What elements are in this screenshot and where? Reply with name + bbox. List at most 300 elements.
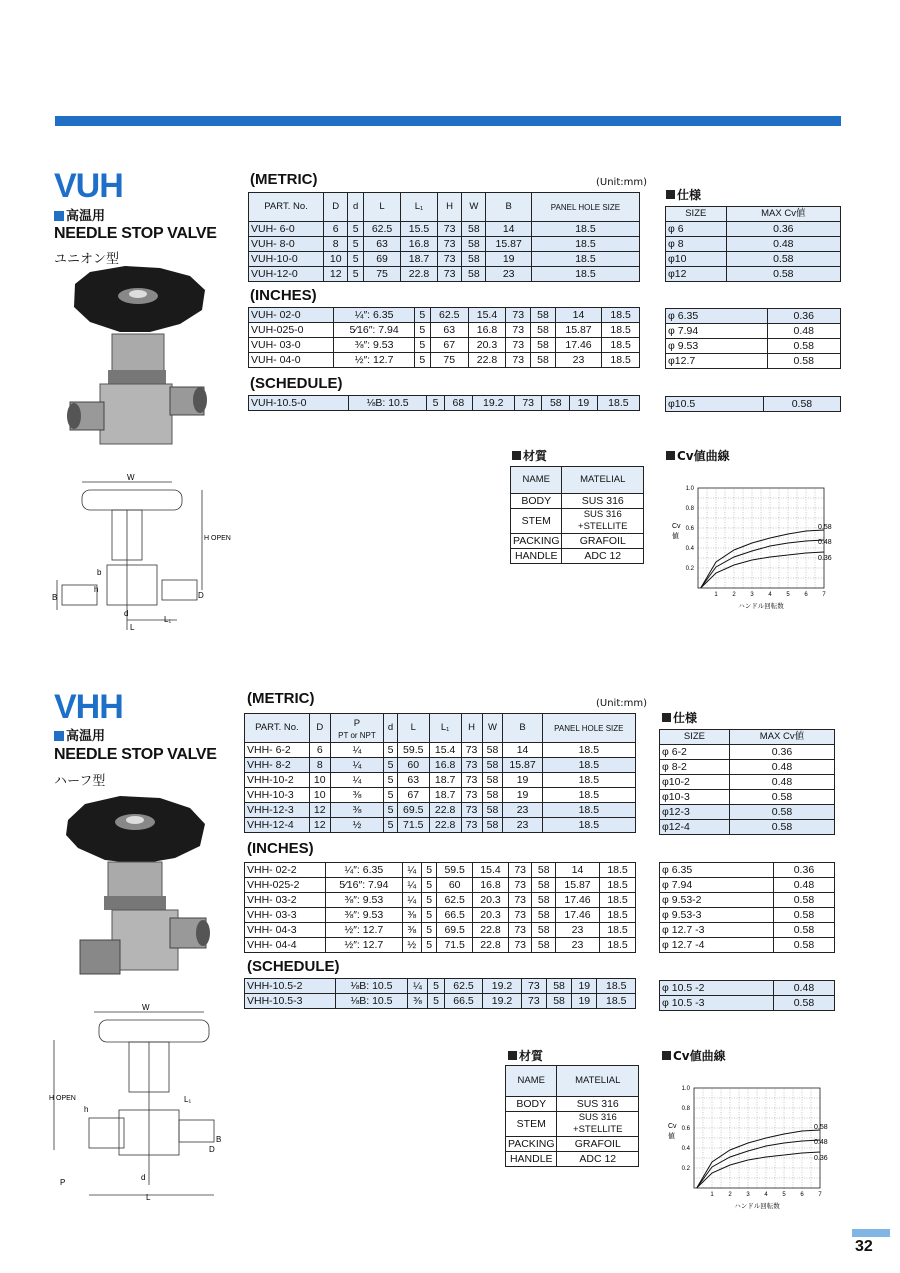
table-cell: VHH- 04-3 (245, 923, 326, 938)
table-cell: 73 (508, 938, 532, 953)
x-tick-label: 2 (728, 1192, 732, 1198)
x-tick-label: 7 (818, 1192, 822, 1198)
table-row (245, 773, 636, 788)
column-header (330, 714, 383, 743)
table-cell: 69.5 (437, 923, 473, 938)
x-tick-label: 1 (714, 592, 718, 598)
table-cell: VHH-12-3 (245, 803, 310, 818)
table-cell: 18.5 (600, 878, 636, 893)
dim-label-L1: L₁ (164, 615, 172, 624)
table-cell: SUS 316 (562, 494, 644, 509)
table-cell: 59.5 (437, 863, 473, 878)
table-cell: ¼″: 6.35 (334, 308, 414, 323)
y-tick-label: 1.0 (685, 486, 694, 492)
x-tick-label: 5 (786, 592, 790, 598)
dim-label-h-open: H OPEN (49, 1095, 76, 1102)
table-cell: 5 (414, 323, 430, 338)
y-tick-label: 0.4 (685, 546, 694, 552)
table-cell: φ 12.7 -3 (660, 923, 774, 938)
table-cell: 0.48 (729, 760, 834, 775)
x-tick-label: 5 (782, 1192, 786, 1198)
table-cell: 5 (384, 818, 398, 833)
table-cell: ⅜ (402, 908, 421, 923)
table-cell: 19.2 (472, 396, 514, 411)
table-cell: GRAFOIL (562, 534, 644, 549)
product-name: NEEDLE STOP VALVE (54, 746, 217, 763)
table-cell: 0.36 (726, 222, 840, 237)
table-cell: 73 (461, 758, 482, 773)
column-header: H (461, 714, 482, 743)
metric-title: (METRIC) (247, 690, 315, 707)
table-cell: SUS 316 +STELLITE (557, 1112, 639, 1137)
table-cell: 5⁄16″: 7.94 (326, 878, 402, 893)
x-tick-label: 2 (732, 592, 736, 598)
table-cell: 18.5 (542, 788, 635, 803)
x-axis-label: ハンドル回転数 (738, 603, 784, 610)
table-cell: 5 (421, 923, 436, 938)
table-cell: 22.8 (429, 803, 461, 818)
series-line (697, 1152, 820, 1188)
page-number: 32 (855, 1238, 873, 1255)
series-line (701, 552, 824, 588)
table-cell: 73 (506, 308, 531, 323)
vuh-spec-schedule-table (665, 396, 841, 412)
table-cell: 73 (521, 994, 546, 1009)
table-cell: 73 (508, 923, 532, 938)
table-cell: ⅜ (330, 788, 383, 803)
table-row (249, 323, 640, 338)
vhh-metric-table (244, 713, 636, 833)
table-cell: 12 (324, 267, 348, 282)
table-cell: 18.7 (429, 788, 461, 803)
usage-label: 高温用 (54, 725, 105, 744)
table-cell: 18.5 (531, 222, 639, 237)
table-cell: 18.5 (531, 237, 639, 252)
table-row (245, 893, 636, 908)
table-cell: 5 (384, 788, 398, 803)
table-cell: 0.48 (726, 237, 840, 252)
table-cell: 16.8 (429, 758, 461, 773)
column-header: D (309, 714, 330, 743)
table-cell: 58 (532, 938, 556, 953)
valve-photo (60, 790, 220, 990)
table-cell: 10 (309, 788, 330, 803)
table-row (511, 549, 644, 564)
table-cell: ¼ (330, 773, 383, 788)
table-cell: ⅜ (407, 994, 428, 1009)
table-cell: ¼ (402, 893, 421, 908)
table-cell: 19.2 (483, 994, 521, 1009)
dim-label-d: d (124, 609, 129, 618)
table-cell: 73 (508, 863, 532, 878)
table-cell: VUH- 8-0 (249, 237, 324, 252)
table-row (245, 979, 636, 994)
series-label: 0.36 (818, 555, 832, 562)
table-cell: 58 (532, 878, 556, 893)
table-row (249, 338, 640, 353)
table-row (660, 981, 835, 996)
table-cell: 22.8 (473, 938, 509, 953)
table-row (245, 938, 636, 953)
table-cell: 0.58 (773, 908, 834, 923)
table-cell: φ 6.35 (660, 863, 774, 878)
y-axis-label: 値 (672, 533, 679, 540)
table-cell: 23 (555, 923, 599, 938)
table-row (506, 1137, 639, 1152)
table-cell: 18.5 (597, 994, 636, 1009)
table-cell: 5 (421, 878, 436, 893)
table-cell: 15.87 (555, 878, 599, 893)
table-cell: VHH- 6-2 (245, 743, 310, 758)
table-cell: 5 (427, 396, 445, 411)
table-cell: 18.7 (401, 252, 438, 267)
table-row (660, 863, 835, 878)
table-cell: φ 12.7 -4 (660, 938, 774, 953)
table-cell: 18.7 (429, 773, 461, 788)
table-row (245, 803, 636, 818)
column-header: PANEL HOLE SIZE (542, 714, 635, 743)
series-line (697, 1140, 820, 1188)
y-tick-label: 0.4 (681, 1146, 690, 1152)
product-type: ユニオン型 (54, 252, 120, 267)
series-label: 0.48 (814, 1139, 828, 1146)
table-cell: 5 (348, 237, 364, 252)
table-cell: 73 (437, 237, 461, 252)
y-tick-label: 1.0 (681, 1086, 690, 1092)
table-cell: 73 (437, 222, 461, 237)
table-cell: 0.58 (726, 267, 840, 282)
table-cell: 0.36 (729, 745, 834, 760)
table-cell: 0.36 (767, 309, 840, 324)
table-row (249, 267, 640, 282)
table-row (660, 996, 835, 1011)
dim-label-h-open: H OPEN (204, 535, 231, 542)
series-line (701, 530, 824, 588)
dim-label-P: P (60, 1178, 66, 1187)
table-cell: 73 (508, 908, 532, 923)
table-cell: 22.8 (401, 267, 438, 282)
y-tick-label: 0.6 (685, 526, 694, 532)
table-cell: 22.8 (473, 923, 509, 938)
table-cell: φ12-4 (660, 820, 730, 835)
table-cell: 6 (324, 222, 348, 237)
table-cell: 0.58 (773, 923, 834, 938)
table-cell: 73 (461, 803, 482, 818)
table-cell: VHH- 03-3 (245, 908, 326, 923)
table-cell: 22.8 (429, 818, 461, 833)
table-row (666, 354, 841, 369)
table-cell: φ 7.94 (666, 324, 768, 339)
dim-label-B: B (52, 593, 58, 602)
table-cell: ¼″: 6.35 (326, 863, 402, 878)
table-cell: 73 (506, 323, 531, 338)
table-cell: 0.48 (773, 981, 834, 996)
table-cell: φ 9.53 (666, 339, 768, 354)
table-cell: 58 (482, 743, 503, 758)
table-cell: 66.5 (444, 994, 482, 1009)
table-cell: VUH- 04-0 (249, 353, 334, 368)
table-row (511, 534, 644, 549)
table-cell: 0.58 (763, 397, 840, 412)
table-cell: 18.5 (597, 396, 639, 411)
dim-label-b-small: b (97, 568, 102, 577)
dim-label-D: D (198, 591, 204, 600)
column-header-line: P (353, 717, 361, 729)
table-cell: 18.5 (602, 353, 640, 368)
column-header: d (384, 714, 398, 743)
table-cell: 18.5 (600, 863, 636, 878)
table-cell: 5 (348, 267, 364, 282)
model-title: VUH (54, 167, 123, 205)
table-row (660, 790, 835, 805)
usage-label: 高温用 (54, 205, 105, 224)
table-cell: 5 (414, 308, 430, 323)
dim-label-w: W (142, 1003, 150, 1012)
table-cell: φ 9.53-3 (660, 908, 774, 923)
table-cell: 18.5 (531, 267, 639, 282)
table-cell: 58 (531, 308, 556, 323)
column-header-line: PT or NPT (338, 730, 376, 740)
table-cell: 23 (555, 353, 601, 368)
table-cell: φ10-3 (660, 790, 730, 805)
table-cell: 5 (348, 252, 364, 267)
table-cell: 23 (486, 267, 531, 282)
inches-title: (INCHES) (247, 840, 314, 857)
column-header: W (482, 714, 503, 743)
table-cell: 0.58 (773, 893, 834, 908)
table-cell: 5 (384, 803, 398, 818)
product-type: ハーフ型 (54, 774, 106, 789)
table-cell: 23 (503, 818, 542, 833)
table-cell: 5⁄16″: 7.94 (334, 323, 414, 338)
y-tick-label: 0.8 (685, 506, 694, 512)
table-cell: ½″: 12.7 (326, 923, 402, 938)
table-cell: φ 10.5 -2 (660, 981, 774, 996)
table-cell: 0.36 (773, 863, 834, 878)
table-row (666, 309, 841, 324)
table-cell: 69.5 (397, 803, 429, 818)
x-tick-label: 6 (800, 1192, 804, 1198)
table-row (660, 938, 835, 953)
y-axis-label: Cv (672, 523, 681, 530)
table-cell: 58 (532, 908, 556, 923)
table-row (666, 267, 841, 282)
table-cell: 8 (324, 237, 348, 252)
table-cell: φ 8 (666, 237, 727, 252)
dim-label-B: B (216, 1135, 222, 1144)
table-cell: STEM (506, 1112, 557, 1137)
table-cell: 58 (462, 237, 486, 252)
table-cell: 17.46 (555, 908, 599, 923)
dim-label-L: L (146, 1193, 151, 1202)
table-cell: 15.87 (555, 323, 601, 338)
table-row (666, 324, 841, 339)
table-row (245, 818, 636, 833)
y-tick-label: 0.2 (681, 1166, 690, 1172)
column-header: B (503, 714, 542, 743)
series-label: 0.58 (814, 1124, 828, 1131)
table-cell: φ 8-2 (660, 760, 730, 775)
table-cell: 73 (461, 818, 482, 833)
table-cell: 15.4 (468, 308, 506, 323)
table-cell: 22.8 (468, 353, 506, 368)
table-cell: φ10 (666, 252, 727, 267)
table-cell: 59.5 (397, 743, 429, 758)
table-cell: 58 (531, 323, 556, 338)
table-cell: 73 (506, 353, 531, 368)
table-cell: 0.58 (729, 805, 834, 820)
table-cell: 0.58 (726, 252, 840, 267)
table-cell: 60 (437, 878, 473, 893)
table-cell: 19.2 (483, 979, 521, 994)
table-row (245, 788, 636, 803)
table-cell: VHH-12-4 (245, 818, 310, 833)
table-cell: VHH- 8-2 (245, 758, 310, 773)
table-cell: 62.5 (444, 979, 482, 994)
table-cell: 58 (532, 863, 556, 878)
table-cell: 5 (414, 338, 430, 353)
cv-title: Cv値曲線 (666, 447, 730, 464)
table-cell: 16.8 (473, 878, 509, 893)
column-header: D (324, 193, 348, 222)
dimension-drawing (44, 1000, 224, 1200)
table-cell: 73 (437, 252, 461, 267)
vhh-schedule-table (244, 978, 636, 1009)
table-cell: VHH-10-2 (245, 773, 310, 788)
table-cell: 0.58 (767, 339, 840, 354)
table-cell: 17.46 (555, 893, 599, 908)
table-row (660, 805, 835, 820)
vuh-spec-inch-table (665, 308, 841, 369)
table-cell: 16.8 (401, 237, 438, 252)
table-cell: 58 (546, 994, 571, 1009)
table-cell: φ 6.35 (666, 309, 768, 324)
x-tick-label: 4 (768, 592, 772, 598)
table-cell: 62.5 (430, 308, 468, 323)
table-cell: 20.3 (473, 893, 509, 908)
table-cell: 10 (309, 773, 330, 788)
table-cell: 75 (430, 353, 468, 368)
column-header: L₁ (429, 714, 461, 743)
table-cell: 0.48 (729, 775, 834, 790)
dim-label-w: W (127, 473, 135, 482)
table-cell: ⅜″: 9.53 (326, 893, 402, 908)
table-cell: 73 (521, 979, 546, 994)
cv-chart (660, 1078, 840, 1212)
table-cell: 5 (421, 863, 436, 878)
x-tick-label: 6 (804, 592, 808, 598)
table-cell: 5 (428, 994, 444, 1009)
table-row (660, 760, 835, 775)
table-cell: 0.58 (773, 996, 834, 1011)
x-tick-label: 7 (822, 592, 826, 598)
table-cell: VUH-10-0 (249, 252, 324, 267)
column-header: L (397, 714, 429, 743)
table-cell: 14 (555, 863, 599, 878)
table-row (660, 775, 835, 790)
table-cell: 58 (546, 979, 571, 994)
series-line (701, 540, 824, 588)
series-label: 0.48 (818, 539, 832, 546)
table-cell: φ12.7 (666, 354, 768, 369)
column-header: PART. No. (245, 714, 310, 743)
y-tick-label: 0.2 (685, 566, 694, 572)
table-cell: VHH-025-2 (245, 878, 326, 893)
table-cell: 20.3 (473, 908, 509, 923)
table-cell: PACKING (506, 1137, 557, 1152)
table-cell: 18.5 (542, 773, 635, 788)
table-cell: ¼ (402, 863, 421, 878)
table-cell: 15.4 (429, 743, 461, 758)
table-cell: 20.3 (468, 338, 506, 353)
table-cell: 19 (503, 788, 542, 803)
table-row (245, 994, 636, 1009)
table-row (511, 509, 644, 534)
dim-label-h: h (94, 585, 99, 594)
table-cell: 18.5 (600, 893, 636, 908)
table-row (249, 222, 640, 237)
table-cell: 58 (532, 893, 556, 908)
table-cell: φ 6-2 (660, 745, 730, 760)
table-cell: 17.46 (555, 338, 601, 353)
table-row (660, 923, 835, 938)
table-cell: 73 (461, 743, 482, 758)
table-cell: ½″: 12.7 (326, 938, 402, 953)
dim-label-L: L (130, 623, 135, 632)
series-label: 0.36 (814, 1155, 828, 1162)
y-tick-label: 0.8 (681, 1106, 690, 1112)
table-cell: 19 (503, 773, 542, 788)
table-cell: BODY (511, 494, 562, 509)
table-cell: ⅛B: 10.5 (336, 979, 407, 994)
table-cell: 14 (503, 743, 542, 758)
table-row (666, 252, 841, 267)
table-cell: 73 (461, 788, 482, 803)
column-header: B (486, 193, 531, 222)
table-row (660, 893, 835, 908)
table-cell: 73 (461, 773, 482, 788)
table-cell: 15.87 (503, 758, 542, 773)
table-cell: VHH- 02-2 (245, 863, 326, 878)
column-header: PANEL HOLE SIZE (531, 193, 639, 222)
table-cell: 62.5 (364, 222, 401, 237)
table-cell: 5 (384, 773, 398, 788)
table-cell: 18.5 (602, 323, 640, 338)
table-cell: 75 (364, 267, 401, 282)
table-cell: BODY (506, 1097, 557, 1112)
table-cell: 69 (364, 252, 401, 267)
vuh-spec-table: SIZE MAX Cv値 φ 6 0.36 φ 8 0.48 φ10 0.58 φ12 0.58 (665, 206, 841, 282)
unit-label: (Unit:mm) (596, 698, 648, 709)
table-cell: 0.58 (729, 820, 834, 835)
table-cell: 19 (572, 994, 597, 1009)
table-cell: 58 (462, 252, 486, 267)
table-row (666, 237, 841, 252)
column-header: L (364, 193, 401, 222)
vhh-spec-schedule-table (659, 980, 835, 1011)
dim-label-d: d (141, 1173, 146, 1182)
vuh-material-table: NAME MATELIAL BODY SUS 316 STEM SUS 316 +STELLITE PACKING GRAFOIL HANDLE ADC 12 (510, 466, 644, 564)
table-row (660, 745, 835, 760)
series-line (697, 1130, 820, 1188)
table-cell: 0.58 (767, 354, 840, 369)
column-header: d (348, 193, 364, 222)
table-cell: 5 (428, 979, 444, 994)
table-cell: φ 10.5 -3 (660, 996, 774, 1011)
table-cell: 23 (503, 803, 542, 818)
x-tick-label: 4 (764, 1192, 768, 1198)
table-cell: SUS 316 (557, 1097, 639, 1112)
